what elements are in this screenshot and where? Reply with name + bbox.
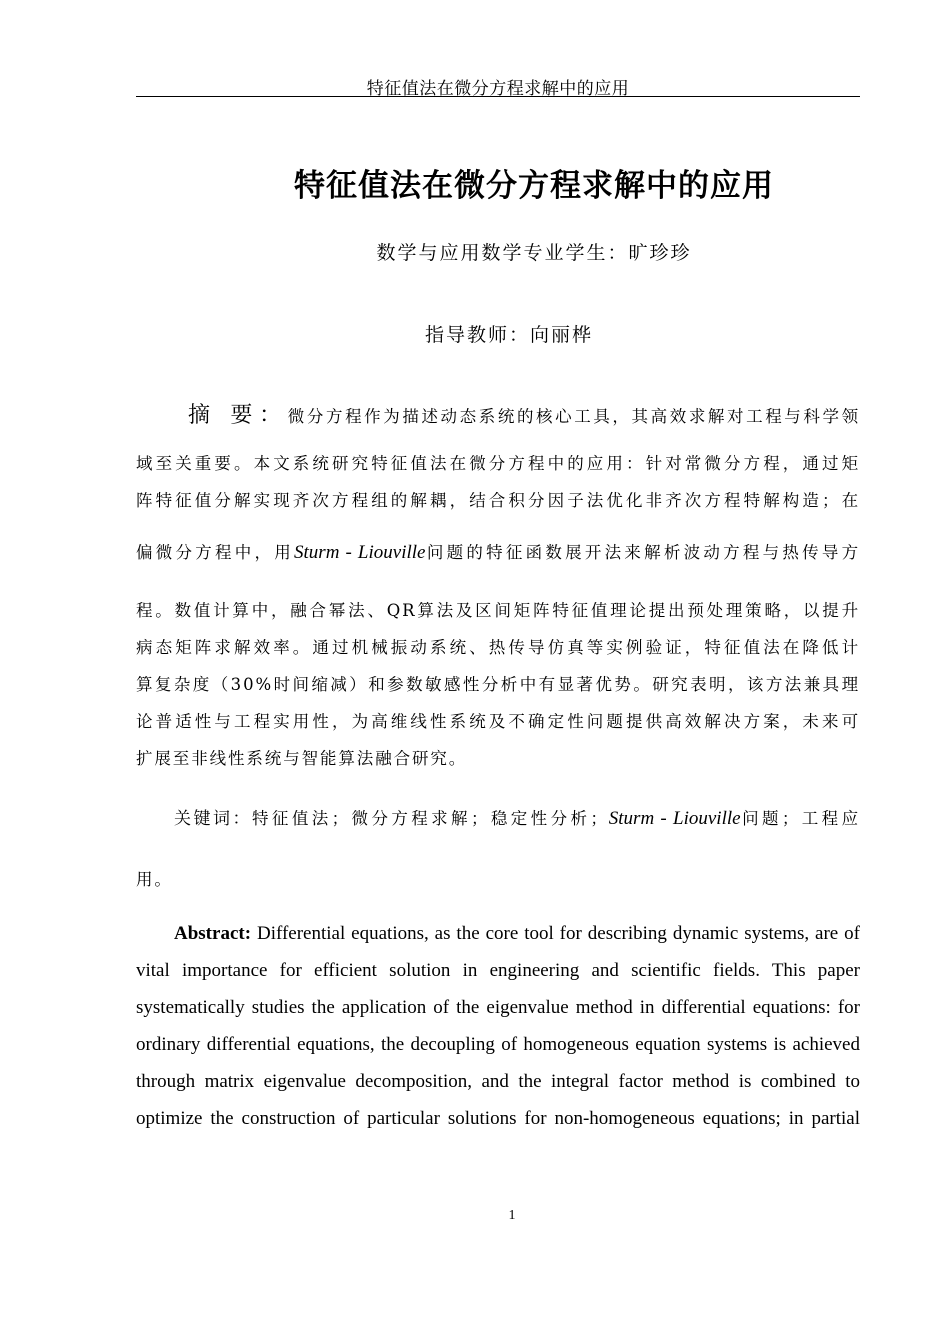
abstract-cn bbox=[136, 397, 860, 434]
abstract-en-line bbox=[136, 915, 860, 952]
abstract-cn-line bbox=[136, 534, 860, 571]
keywords-text: 问题；工程应 bbox=[740, 809, 860, 828]
abstract-cn-line: 阵特征值分解实现齐次方程组的解耦，结合积分因子法优化非齐次方程特解构造；在 bbox=[136, 491, 860, 510]
abstract-cn-line: 病态矩阵求解效率。通过机械振动系统、热传导仿真等实例验证，特征值法在降低计 bbox=[136, 638, 860, 657]
abstract-en-label: Abstract: bbox=[174, 923, 252, 944]
author-line: 数学与应用数学专业学生：旷珍珍 bbox=[376, 242, 692, 264]
abstract-en bbox=[136, 915, 860, 1137]
abstract-en-line: vital importance for efficient solution in engineering and scientific fields. This paper bbox=[136, 960, 860, 981]
abstract-cn-line bbox=[136, 397, 860, 434]
abstract-cn-line: 扩展至非线性系统与智能算法融合研究。 bbox=[136, 749, 468, 768]
sturm-liouville-math: Sturm - Liouville bbox=[608, 808, 741, 829]
abstract-cn-line: 域至关重要。本文系统研究特征值法在微分方程中的应用：针对常微分方程，通过矩 bbox=[136, 454, 860, 473]
advisor-line: 指导教师：向丽桦 bbox=[424, 324, 593, 346]
keywords-text: 特征值法；微分方程求解；稳定性分析； bbox=[252, 809, 609, 828]
keywords-cn-wrap bbox=[136, 861, 860, 898]
header-rule bbox=[136, 96, 860, 97]
keywords-cn bbox=[136, 800, 860, 837]
abstract-cn-text: 偏微分方程中，用 bbox=[136, 543, 295, 562]
abstract-cn-text: 微分方程作为描述动态系统的核心工具，其高效求解对工程与科学领 bbox=[287, 407, 860, 426]
running-header: 特征值法在微分方程求解中的应用 bbox=[366, 79, 630, 99]
abstract-cn-label: 摘 要： bbox=[188, 403, 288, 428]
keywords-label: 关键词： bbox=[174, 809, 253, 829]
paper-title: 特征值法在微分方程求解中的应用 bbox=[294, 168, 774, 204]
abstract-cn-rest bbox=[136, 592, 860, 777]
abstract-en-line: ordinary differential equations, the decoupling of homogeneous equation systems is achieved bbox=[136, 1034, 860, 1055]
abstract-cn-line: 论普适性与工程实用性，为高维线性系统及不确定性问题提供高效解决方案，未来可 bbox=[136, 712, 860, 731]
abstract-en-line: systematically studies the application of the eigenvalue method in differential equations: for bbox=[136, 997, 860, 1018]
abstract-en-line: optimize the construction of particular solutions for non-homogeneous equations; in partial bbox=[136, 1108, 860, 1129]
abstract-cn-line: 算复杂度（30%时间缩减）和参数敏感性分析中有显著优势。研究表明，该方法兼具理 bbox=[136, 675, 860, 694]
keywords-line: 用。 bbox=[136, 870, 173, 889]
keywords-line bbox=[136, 800, 860, 837]
abstract-en-text: Differential equations, as the core tool for describing dynamic systems, are of bbox=[256, 923, 860, 944]
sturm-liouville-math: Sturm - Liouville bbox=[294, 542, 426, 563]
page-number: 1 bbox=[508, 1208, 516, 1223]
abstract-cn-pde bbox=[136, 534, 860, 571]
abstract-cn-line: 程。数值计算中，融合幂法、QR算法及区间矩阵特征值理论提出预处理策略，以提升 bbox=[136, 601, 860, 620]
abstract-cn-text: 问题的特征函数展开法来解析波动方程与热传导方 bbox=[425, 543, 860, 562]
abstract-en-line: through matrix eigenvalue decomposition, and the integral factor method is combined to bbox=[136, 1071, 860, 1092]
abstract-cn-cont bbox=[136, 445, 860, 519]
